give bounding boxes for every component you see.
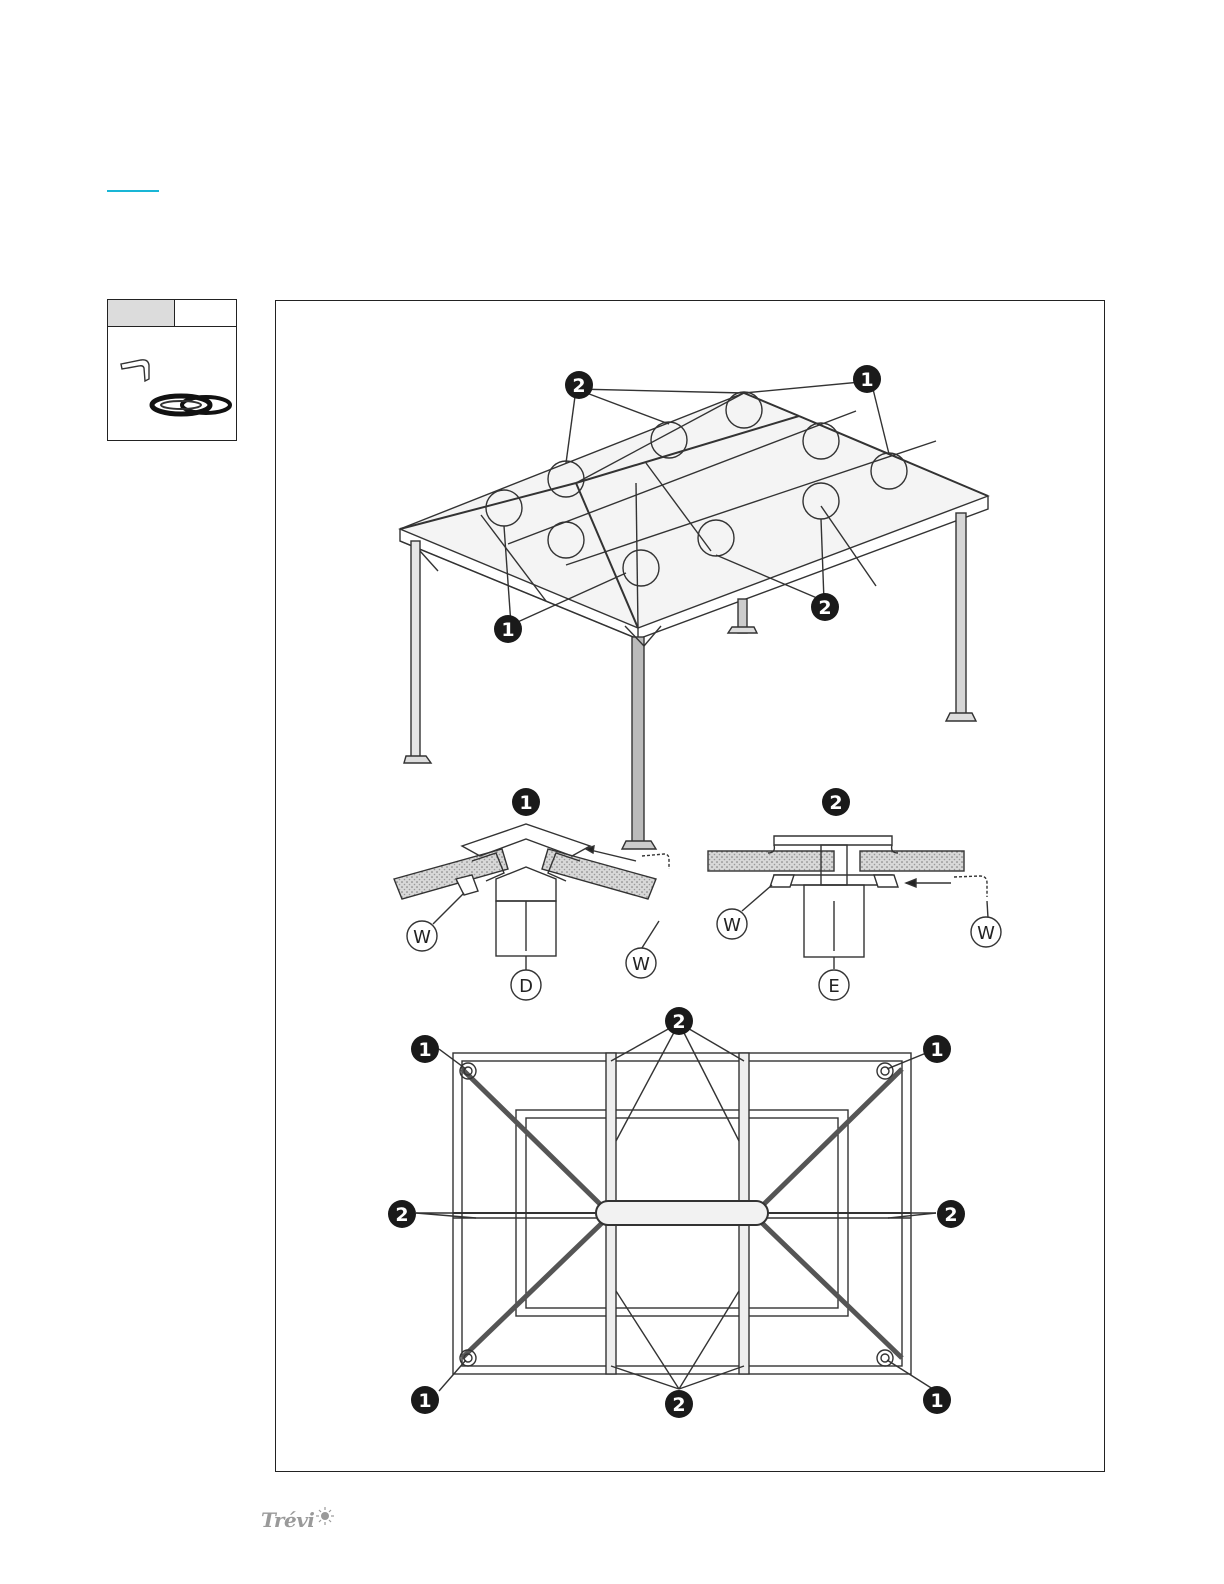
callout-number: 1 <box>860 369 874 391</box>
callout-number: 1 <box>501 619 515 641</box>
detail-number: 1 <box>519 792 533 814</box>
plan-callout-1-bottom-right <box>923 1386 951 1414</box>
detail-1-label-w-right <box>626 948 656 978</box>
plan-callout-2-right <box>937 1200 965 1228</box>
parts-panel-header <box>108 300 236 327</box>
callout-number: 1 <box>930 1390 944 1412</box>
detail-2-beam-section <box>708 836 988 969</box>
detail-number: 2 <box>829 792 843 814</box>
parts-panel-header-shaded <box>108 300 175 326</box>
part-label: W <box>977 923 995 944</box>
callout-number: 2 <box>672 1394 686 1416</box>
callout-number: 2 <box>944 1204 958 1226</box>
gazebo-perspective <box>400 381 988 849</box>
perspective-callout-2-top <box>565 371 593 399</box>
plan-callout-2-top <box>665 1007 693 1035</box>
brand-name: Trévi <box>261 1508 315 1532</box>
part-label: W <box>723 915 741 936</box>
gazebo-plan-view <box>416 1023 936 1391</box>
callout-number: 2 <box>572 375 586 397</box>
assembly-figure <box>275 300 1105 1472</box>
part-label: W <box>413 927 431 948</box>
perspective-callout-1-top <box>853 365 881 393</box>
plan-callout-1-top-right <box>923 1035 951 1063</box>
callout-number: 2 <box>672 1011 686 1033</box>
detail-2-title <box>822 788 850 816</box>
detail-2-label-w-right <box>971 917 1001 947</box>
plan-callout-2-bottom <box>665 1390 693 1418</box>
parts-illustration <box>108 327 236 441</box>
parts-panel <box>107 299 237 441</box>
part-label: D <box>519 976 533 997</box>
detail-1-label-d <box>511 970 541 1000</box>
callout-number: 1 <box>418 1390 432 1412</box>
callout-number: 2 <box>818 597 832 619</box>
plan-callout-1-bottom-left <box>411 1386 439 1414</box>
plan-callout-1-top-left <box>411 1035 439 1063</box>
callout-number: 1 <box>418 1039 432 1061</box>
detail-1-title <box>512 788 540 816</box>
part-label: W <box>632 954 650 975</box>
perspective-callout-1-bottom <box>494 615 522 643</box>
perspective-callout-2-bottom <box>811 593 839 621</box>
detail-1-label-w-left <box>407 921 437 951</box>
plan-callout-2-left <box>388 1200 416 1228</box>
corner-clip-icon <box>121 360 149 381</box>
rubber-seal-coil-icon <box>152 396 230 414</box>
callout-number: 1 <box>930 1039 944 1061</box>
part-label: E <box>828 976 840 997</box>
detail-2-label-w-left <box>717 909 747 939</box>
accent-rule <box>107 190 159 192</box>
callout-number: 2 <box>395 1204 409 1226</box>
detail-2-label-e <box>819 970 849 1000</box>
assembly-figure-svg <box>276 301 1104 1471</box>
